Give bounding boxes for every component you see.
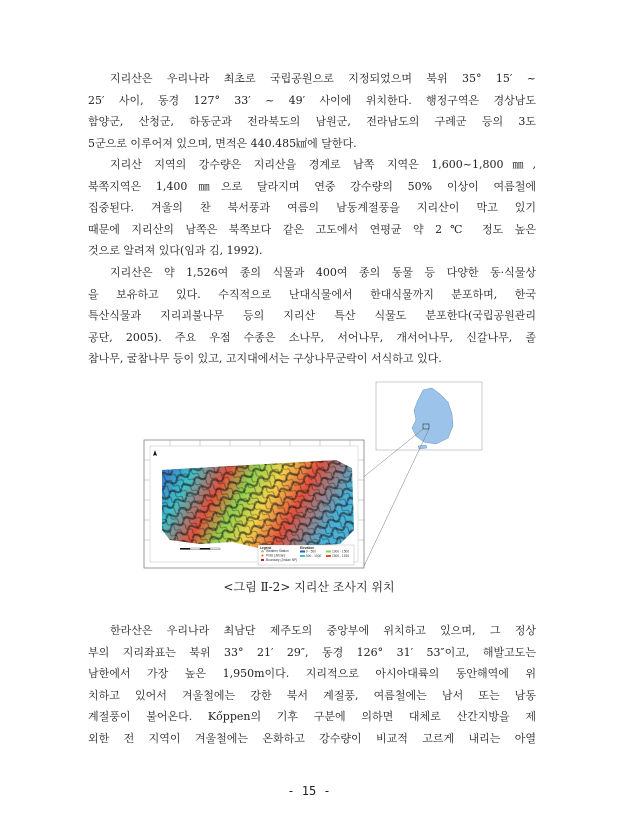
elevation-class: 0 - 500 <box>306 549 316 554</box>
text-line: 남한에서 가장 높은 1,950m이다. 지리적으로 아시아대륙의 동안해역에 위 <box>88 667 536 680</box>
text-line: 공단, 2005). 주요 우점 수종은 소나무, 서어나무, 개서어나무, 신갈나무, 졸 <box>88 330 536 344</box>
map-graphic <box>140 380 500 570</box>
scale-bar <box>180 548 220 550</box>
text-line: 부의 지리좌표는 북위 33° 21′ 29″, 동경 126° 31′ 53″이고, 해발고도는 <box>88 645 536 659</box>
text-line: 계절풍이 불어온다. Kőppen의 기후 구분에 의하면 대체로 산간지방을 제 <box>88 710 536 723</box>
elevation-class: 500 - 1000 <box>306 554 322 558</box>
legend-item: Boundary (Jirisan NP) <box>266 558 298 562</box>
paragraph-jirisan-location <box>88 68 536 154</box>
text-line: 25′ 사이, 동경 127° 33′ ~ 49′ 사이에 위치한다. 행정구역은 경상남도 <box>88 93 536 107</box>
elevation-class: 1500 - 1915 <box>332 554 350 558</box>
elevation-map <box>144 440 364 568</box>
text-line: 을 보유하고 있다. 수직적으로 난대식물에서 한대식물까지 분포하며, 한국 <box>88 287 536 301</box>
text-line: 참나무, 굴참나무 등이 있고, 고지대에서는 구상나무군락이 서식하고 있다. <box>88 352 442 365</box>
legend-title: Legend <box>260 546 272 550</box>
text-line: 외한 전 지역이 겨울철에는 온화하고 강수량이 비교적 고르게 내리는 아열 <box>88 731 536 745</box>
paragraph-jirisan-precipitation <box>88 154 536 262</box>
paragraph-hallasan <box>88 620 536 749</box>
text-line: 한라산은 우리나라 최남단 제주도의 중앙부에 위치하고 있으며, 그 정상 <box>110 624 536 637</box>
text-line: 5군으로 이루어져 있으며, 면적은 440.485㎢에 달한다. <box>88 136 357 150</box>
text-line: 지리산 지역의 강수량은 지리산을 경계로 남쪽 지역은 1,600~1,800㎜, <box>110 158 536 171</box>
page-number: - 15 - <box>287 784 331 798</box>
korea-inset <box>376 382 482 450</box>
figure-study-site-map <box>140 380 500 570</box>
elevation-class: 1000 - 1500 <box>332 549 350 554</box>
elevation-title: Elevation <box>300 546 315 550</box>
legend-item: Plots (Jirisan) <box>266 553 286 558</box>
text-line: 특산식물과 지리괴불나무 등의 지리산 특산 식물도 분포한다(국립공원관리 <box>88 309 536 322</box>
map-legend <box>258 545 354 565</box>
text-line: 치하고 있어서 겨울철에는 강한 북서 계절풍, 여름철에는 남서 또는 남동 <box>88 688 536 702</box>
text-line: 것으로 알려져 있다(임과 김, 1992). <box>88 244 263 257</box>
text-line: 집중된다. 겨울의 찬 북서풍과 여름의 남동계절풍을 지리산이 막고 있기 <box>88 201 536 214</box>
text-line: 지리산은 우리나라 최초로 국립공원으로 지정되었으며 북위 35° 15′ ~ <box>110 72 536 85</box>
paragraph-jirisan-flora <box>88 262 536 370</box>
text-line: 때문에 지리산의 남쪽은 북쪽보다 같은 고도에서 연평균 약 2℃ 정도 높은 <box>88 222 536 236</box>
text-line: 북쪽지역은 1,400㎜으로 달라지며 연중 강수량의 50% 이상이 여름철에 <box>88 179 536 193</box>
figure-caption: <그림 Ⅱ-2> 지리산 조사지 위치 <box>223 580 395 594</box>
text-line: 지리산은 약 1,526여 종의 식물과 400여 종의 동물 등 다양한 동·식물상 <box>110 266 536 279</box>
legend-item: Weather Station <box>266 549 289 553</box>
text-line: 함양군, 산청군, 하동군과 전라북도의 남원군, 전라남도의 구례군 등의 3도 <box>88 115 536 128</box>
